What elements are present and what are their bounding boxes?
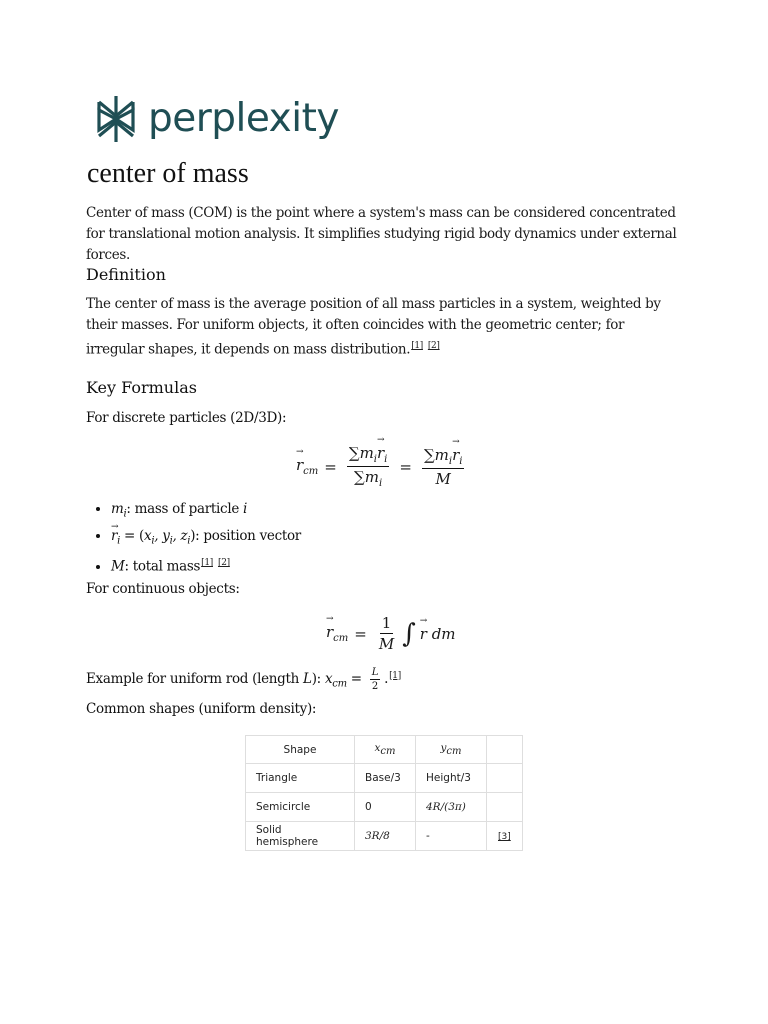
list-item: • M: total mass[1] [2] <box>111 552 301 579</box>
citation-link[interactable]: [2] <box>427 341 440 351</box>
table-row <box>246 793 523 822</box>
citation-link[interactable]: [3] <box>498 832 511 842</box>
column-header <box>487 736 523 764</box>
perplexity-logo-icon <box>94 94 138 144</box>
perplexity-logo[interactable] <box>94 94 339 144</box>
list-item: • $m_i$: mass of particle i <box>111 498 301 525</box>
logo-wordmark: perplexity <box>148 96 339 141</box>
table-header-row <box>246 736 523 764</box>
citation-link[interactable]: [2] <box>217 558 230 568</box>
formula-variable-list <box>93 498 301 579</box>
table-row <box>246 764 523 793</box>
table-cell: Semicircle <box>246 793 355 822</box>
definition-heading: Definition <box>86 265 166 284</box>
rod-example: Example for uniform rod (length L): $x_{cm}$ = $\frac{L}{2}$ .[1] <box>86 667 401 692</box>
table-cell: Height/3 <box>416 764 487 793</box>
definition-text: The center of mass is the average position of all mass particles in a system, weighted by their masses. For uniform objects, it often coincides with the geometric center; for irregular shapes, it depends on mass distribution. <box>86 296 661 358</box>
continuous-formula: → $r_{cm}$ = $\frac{1}{M}$ ∫ → r dm <box>326 614 456 653</box>
citation-link[interactable]: [1] <box>201 558 213 568</box>
shapes-label: Common shapes (uniform density): <box>86 701 317 717</box>
table-row <box>246 822 523 851</box>
table-cell: 3R/8 <box>355 822 416 851</box>
continuous-label: For continuous objects: <box>86 581 240 597</box>
discrete-formula: → $r_{cm}$ = $\frac{\sum m_i\to r_i}{\sum m_i}$ = $\frac{\sum m_i\to r_i}{M}$ <box>296 444 468 489</box>
key-formulas-heading: Key Formulas <box>86 378 197 397</box>
shapes-table <box>245 735 523 851</box>
table-cell <box>487 764 523 793</box>
citation-link[interactable]: [1] <box>411 341 423 351</box>
column-header: $y_{cm}$ <box>416 736 487 764</box>
table-cell: Solid hemisphere <box>246 822 355 851</box>
list-item: • → $r_i = (x_i$, $y_i$, $z_i$): position vector <box>111 525 301 552</box>
table-cell: Base/3 <box>355 764 416 793</box>
table-cell <box>487 822 523 851</box>
intro-paragraph: Center of mass (COM) is the point where a system's mass can be considered concentrated for translational motion analysis. It simplifies studying rigid body dynamics under external forces. <box>86 205 677 263</box>
column-header: Shape <box>246 736 355 764</box>
table-cell: 0 <box>355 793 416 822</box>
table-cell <box>487 793 523 822</box>
table-cell: 4R/(3π) <box>416 793 487 822</box>
discrete-label: For discrete particles (2D/3D): <box>86 410 287 426</box>
column-header: $x_{cm}$ <box>355 736 416 764</box>
table-cell: Triangle <box>246 764 355 793</box>
table-cell: - <box>416 822 487 851</box>
definition-paragraph <box>86 294 686 361</box>
citation-link[interactable]: [1] <box>389 670 401 681</box>
page-title: center of mass <box>87 158 249 189</box>
